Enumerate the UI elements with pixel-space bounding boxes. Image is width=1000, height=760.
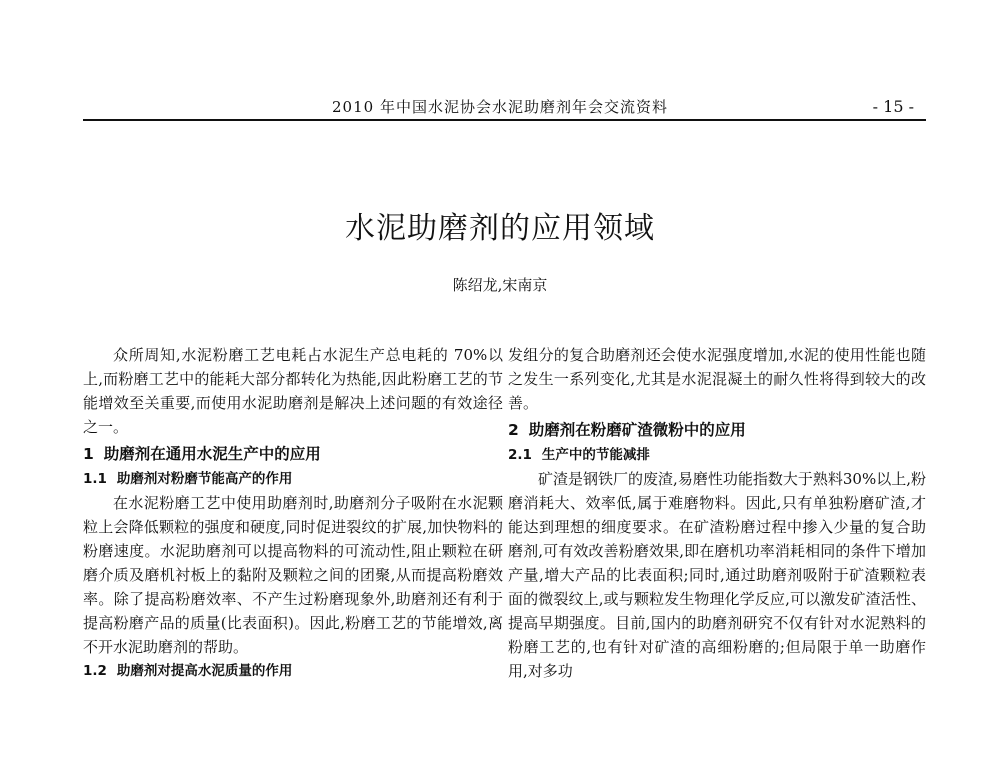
section-1-1-number: 1.1 bbox=[83, 471, 107, 487]
section-1-2-number: 1.2 bbox=[83, 663, 107, 679]
left-column bbox=[83, 343, 503, 683]
section-2-title: 助磨剂在粉磨矿渣微粉中的应用 bbox=[528, 421, 746, 439]
header-rule bbox=[83, 119, 926, 121]
section-1-heading bbox=[83, 441, 503, 467]
section-1-2-title: 助磨剂对提高水泥质量的作用 bbox=[116, 663, 293, 679]
intro-paragraph: 众所周知,水泥粉磨工艺电耗占水泥生产总电耗的 70%以上,而粉磨工艺中的能耗大部分都转化为热能,因此粉磨工艺的节能增效至关重要,而使用水泥助磨剂是解决上述问题的有效途径之一。 bbox=[83, 346, 503, 436]
section-1-1-paragraph: 在水泥粉磨工艺中使用助磨剂时,助磨剂分子吸附在水泥颗粒上会降低颗粒的强度和硬度,同时促进裂纹的扩展,加快物料的粉磨速度。水泥助磨剂可以提高物料的可流动性,阻止颗粒在研磨介质及磨机衬板上的黏附及颗粒之间的团聚,从而提高粉磨效率。除了提高粉磨效率、不产生过粉磨现象外,助磨剂还有利于提高粉磨产品的质量(比表面积)。因此,粉磨工艺的节能增效,离不开水泥助磨剂的帮助。 bbox=[83, 494, 503, 656]
section-2-1-heading bbox=[508, 443, 926, 467]
article-title: 水泥助磨剂的应用领域 bbox=[345, 211, 655, 246]
running-header: 2010 年中国水泥协会水泥助磨剂年会交流资料 bbox=[332, 98, 668, 116]
section-1-1-title: 助磨剂对粉磨节能高产的作用 bbox=[116, 471, 293, 487]
section-2-1-number: 2.1 bbox=[508, 447, 532, 463]
section-2-number: 2 bbox=[508, 421, 519, 439]
article-authors: 陈绍龙,宋南京 bbox=[452, 276, 548, 294]
section-2-1-paragraph: 矿渣是钢铁厂的废渣,易磨性功能指数大于熟料30%以上,粉磨消耗大、效率低,属于难磨物料。因此,只有单独粉磨矿渣,才能达到理想的细度要求。在矿渣粉磨过程中掺入少量的复合助磨剂,可有效改善粉磨效果,即在磨机功率消耗相同的条件下增加产量,增大产品的比表面积;同时,通过助磨剂吸附于矿渣颗粒表面的微裂纹上,或与颗粒发生物理化学反应,可以激发矿渣活性、提高早期强度。目前,国内的助磨剂研究不仅有针对水泥熟料的粉磨工艺的,也有针对矿渣的高细粉磨的;但局限于单一助磨作用,对多功 bbox=[508, 470, 926, 680]
continued-paragraph: 发组分的复合助磨剂还会使水泥强度增加,水泥的使用性能也随之发生一系列变化,尤其是水泥混凝土的耐久性将得到较大的改善。 bbox=[508, 346, 926, 412]
section-1-2-heading bbox=[83, 659, 503, 683]
right-column bbox=[508, 343, 926, 683]
section-2-1-title: 生产中的节能减排 bbox=[541, 447, 650, 463]
section-2-heading bbox=[508, 417, 926, 443]
section-1-1-heading bbox=[83, 467, 503, 491]
section-1-number: 1 bbox=[83, 445, 94, 463]
page-number: - 15 - bbox=[872, 97, 914, 116]
section-1-title: 助磨剂在通用水泥生产中的应用 bbox=[103, 445, 321, 463]
